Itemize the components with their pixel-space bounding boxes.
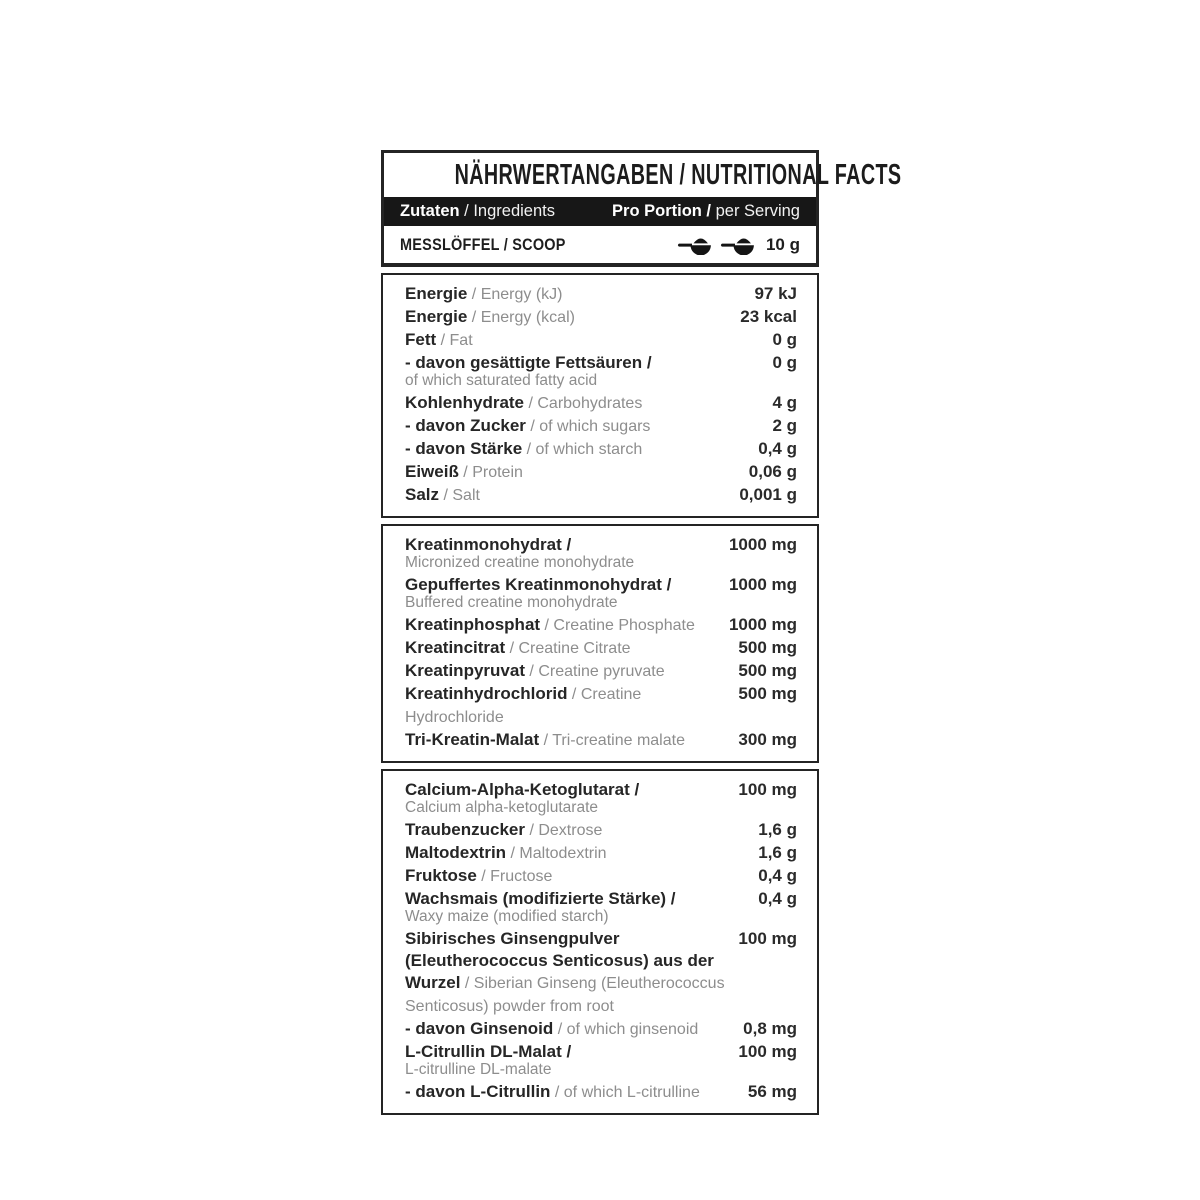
nutrition-row bbox=[405, 928, 797, 1018]
ingredient-name-en: of which sugars bbox=[539, 418, 651, 435]
ingredient-name-de: Salz bbox=[405, 485, 440, 504]
ingredient-label bbox=[405, 461, 749, 484]
ingredient-name-de: Kreatinmonohydrat / bbox=[405, 535, 572, 554]
nutrition-row bbox=[405, 1041, 797, 1081]
ingredient-value: 300 mg bbox=[738, 730, 797, 749]
ingredient-value: 100 mg bbox=[738, 929, 797, 948]
nutrition-row bbox=[405, 819, 797, 842]
scoop-icon bbox=[720, 235, 758, 255]
scoop-row-label: MESSLÖFFEL / SCOOP bbox=[400, 235, 566, 254]
ingredient-value: 500 mg bbox=[738, 684, 797, 703]
scoop-icon bbox=[677, 235, 715, 255]
sections-container bbox=[381, 273, 819, 1115]
nutrition-row bbox=[405, 729, 797, 752]
column-header-bar bbox=[384, 197, 816, 226]
ingredient-label bbox=[405, 819, 758, 842]
ingredient-label bbox=[405, 888, 758, 928]
ingredient-value: 0,06 g bbox=[748, 462, 797, 481]
ingredient-value: 23 kcal bbox=[740, 307, 797, 326]
ingredient-label bbox=[405, 1081, 748, 1104]
ingredient-name-de: Tri-Kreatin-Malat bbox=[405, 730, 540, 749]
ingredient-value: 1000 mg bbox=[728, 575, 797, 594]
ingredient-label bbox=[405, 574, 729, 614]
nutrition-row bbox=[405, 683, 797, 729]
ingredient-name-de: - davon Ginsenoid bbox=[405, 1019, 554, 1038]
ingredient-name-en: Buffered creatine monohydrate bbox=[405, 594, 618, 611]
separator: / bbox=[525, 418, 540, 435]
ingredient-name-de: Eiweiß bbox=[405, 462, 459, 481]
nutrition-row bbox=[405, 484, 797, 507]
ingredient-label bbox=[405, 283, 754, 306]
nutrition-row bbox=[405, 614, 797, 637]
ingredient-name-de: Wachsmais (modifizierte Stärke) / bbox=[405, 889, 676, 908]
section-1 bbox=[381, 273, 819, 518]
ingredient-label bbox=[405, 415, 772, 438]
ingredient-value: 0,4 g bbox=[758, 889, 797, 908]
nutrition-row bbox=[405, 1081, 797, 1104]
ingredient-name-de: - davon gesättigte Fettsäuren / bbox=[405, 353, 652, 372]
separator: / bbox=[553, 1021, 567, 1038]
nutrition-row bbox=[405, 534, 797, 574]
ingredient-name-en: Energy (kJ) bbox=[480, 286, 563, 303]
ingredient-label bbox=[405, 637, 738, 660]
ingredient-value: 0,4 g bbox=[758, 866, 797, 885]
ingredient-name-de: Traubenzucker bbox=[405, 820, 525, 839]
ingredient-name-de: Sibirisches Ginsengpulver (Eleutherococcus Senticosus) aus der Wurzel bbox=[405, 929, 714, 992]
ingredient-label bbox=[405, 329, 772, 352]
ingredient-name-en: Waxy maize (modified starch) bbox=[405, 908, 609, 925]
ingredient-name-de: Maltodextrin bbox=[405, 843, 507, 862]
ingredient-value: 100 mg bbox=[738, 780, 797, 799]
ingredient-name-en: Siberian Ginseng (Eleutherococcus Senticosus) powder from root bbox=[405, 975, 725, 1015]
separator: / bbox=[567, 686, 581, 703]
nutrition-row bbox=[405, 329, 797, 352]
ingredient-value: 56 mg bbox=[747, 1082, 797, 1101]
ingredient-name-de: - davon Zucker bbox=[405, 416, 526, 435]
ingredient-name-de: Energie bbox=[405, 307, 468, 326]
ingredient-value: 97 kJ bbox=[754, 284, 797, 303]
ingredient-name-en: Creatine pyruvate bbox=[538, 663, 665, 680]
nutrition-row bbox=[405, 461, 797, 484]
ingredient-name-en: Creatine Phosphate bbox=[553, 617, 695, 634]
ingredient-label bbox=[405, 438, 758, 461]
ingredient-name-en: Protein bbox=[472, 464, 523, 481]
ingredient-value: 500 mg bbox=[738, 661, 797, 680]
separator: / bbox=[460, 975, 474, 992]
ingredient-name-de: - davon Stärke bbox=[405, 439, 523, 458]
ingredients-column-header: Zutaten / Ingredients bbox=[400, 202, 555, 220]
scoop-serving-size bbox=[677, 235, 800, 255]
header-box bbox=[381, 150, 902, 267]
ingredient-name-en: Fat bbox=[449, 332, 473, 349]
ingredient-value: 100 mg bbox=[738, 1042, 797, 1061]
ingredient-name-de: Kreatincitrat bbox=[405, 638, 506, 657]
ingredient-label bbox=[405, 534, 729, 574]
ingredient-label bbox=[405, 842, 758, 865]
ingredient-name-en: Carbohydrates bbox=[537, 395, 643, 412]
ingredient-value: 0,8 mg bbox=[743, 1019, 797, 1038]
ingredient-label bbox=[405, 779, 738, 819]
ingredient-value: 1000 mg bbox=[728, 535, 797, 554]
ingredient-value: 2 g bbox=[772, 416, 797, 435]
ingredient-name-de: Kreatinhydrochlorid bbox=[405, 684, 568, 703]
ingredient-name-en: Dextrose bbox=[538, 822, 603, 839]
ingredient-name-en: Maltodextrin bbox=[519, 845, 607, 862]
ingredient-name-de: Gepuffertes Kreatinmonohydrat / bbox=[405, 575, 672, 594]
nutrition-row bbox=[405, 392, 797, 415]
ingredient-name-en: Calcium alpha-ketoglutarate bbox=[405, 799, 598, 816]
nutrition-row bbox=[405, 637, 797, 660]
per-serving-column-header: Pro Portion / per Serving bbox=[612, 202, 800, 220]
ingredient-label bbox=[405, 392, 772, 415]
separator: / bbox=[525, 822, 539, 839]
ingredient-label bbox=[405, 1018, 743, 1041]
nutrition-row bbox=[405, 842, 797, 865]
ingredient-value: 1,6 g bbox=[758, 843, 797, 862]
nutrition-row bbox=[405, 352, 797, 392]
section-2 bbox=[381, 524, 819, 763]
ingredient-name-de: Fruktose bbox=[405, 866, 477, 885]
ingredient-name-de: Kreatinphosphat bbox=[405, 615, 541, 634]
separator: / bbox=[467, 286, 481, 303]
ingredient-label bbox=[405, 729, 738, 752]
ingredient-value: 1,6 g bbox=[758, 820, 797, 839]
ingredient-label bbox=[405, 306, 740, 329]
ingredient-label bbox=[405, 614, 729, 637]
separator: / bbox=[467, 309, 481, 326]
label-title: NÄHRWERTANGABEN / NUTRITIONAL FACTS bbox=[454, 157, 902, 191]
separator: / bbox=[505, 640, 519, 657]
title-row bbox=[384, 153, 902, 195]
ingredient-value: 1000 mg bbox=[728, 615, 797, 634]
separator: / bbox=[476, 868, 491, 885]
ingredient-name-en: Fructose bbox=[490, 868, 553, 885]
nutrition-row bbox=[405, 779, 797, 819]
ingredient-name-de: - davon L-Citrullin bbox=[405, 1082, 551, 1101]
separator: / bbox=[506, 845, 520, 862]
nutrition-row bbox=[405, 865, 797, 888]
ingredient-name-en: of which ginsenoid bbox=[566, 1021, 699, 1038]
separator: / bbox=[524, 395, 538, 412]
ingredient-value: 500 mg bbox=[738, 638, 797, 657]
ingredient-name-de: Kohlenhydrate bbox=[405, 393, 525, 412]
nutrition-row bbox=[405, 283, 797, 306]
separator: / bbox=[436, 332, 450, 349]
ingredient-value: 0 g bbox=[772, 353, 797, 372]
nutrition-row bbox=[405, 415, 797, 438]
ingredient-name-de: L-Citrullin DL-Malat / bbox=[405, 1042, 572, 1061]
ingredient-value: 0 g bbox=[772, 330, 797, 349]
ingredient-name-en: of which saturated fatty acid bbox=[405, 372, 598, 389]
ingredient-value: 4 g bbox=[772, 393, 797, 412]
separator: / bbox=[522, 441, 536, 458]
separator: / bbox=[439, 487, 453, 504]
ingredient-name-en: Salt bbox=[452, 487, 480, 504]
ingredient-label bbox=[405, 660, 738, 683]
ingredient-label bbox=[405, 865, 758, 888]
ingredient-label bbox=[405, 352, 772, 392]
separator: / bbox=[539, 732, 553, 749]
ingredient-name-de: Fett bbox=[405, 330, 437, 349]
ingredient-name-en: Creatine Citrate bbox=[518, 640, 631, 657]
serving-size-value: 10 g bbox=[765, 235, 800, 254]
ingredient-value: 0,001 g bbox=[739, 485, 797, 504]
section-3 bbox=[381, 769, 819, 1115]
ingredient-name-en: Energy (kcal) bbox=[480, 309, 575, 326]
ingredient-label bbox=[405, 484, 739, 507]
ingredient-name-en: L-citrulline DL-malate bbox=[405, 1061, 552, 1078]
ingredient-name-en: Creatine Hydrochloride bbox=[405, 686, 642, 726]
separator: / bbox=[458, 464, 473, 481]
nutrition-row bbox=[405, 438, 797, 461]
nutrition-label bbox=[381, 150, 902, 1115]
ingredient-name-en: Tri-creatine malate bbox=[552, 732, 685, 749]
nutrition-row bbox=[405, 306, 797, 329]
ingredient-name-de: Kreatinpyruvat bbox=[405, 661, 525, 680]
separator: / bbox=[524, 663, 539, 680]
ingredient-label bbox=[405, 1041, 738, 1081]
nutrition-row bbox=[405, 888, 797, 928]
ingredient-name-de: Energie bbox=[405, 284, 468, 303]
nutrition-row bbox=[405, 660, 797, 683]
ingredient-name-de: Calcium-Alpha-Ketoglutarat / bbox=[405, 780, 640, 799]
separator: / bbox=[550, 1084, 564, 1101]
ingredient-name-en: of which L-citrulline bbox=[563, 1084, 700, 1101]
ingredient-label bbox=[405, 683, 738, 729]
nutrition-row bbox=[405, 1018, 797, 1041]
scoop-row bbox=[384, 228, 816, 263]
nutrition-row bbox=[405, 574, 797, 614]
ingredient-value: 0,4 g bbox=[758, 439, 797, 458]
separator: / bbox=[540, 617, 554, 634]
ingredient-name-en: Micronized creatine monohydrate bbox=[405, 554, 635, 571]
ingredient-name-en: of which starch bbox=[535, 441, 643, 458]
ingredient-label bbox=[405, 928, 738, 1018]
